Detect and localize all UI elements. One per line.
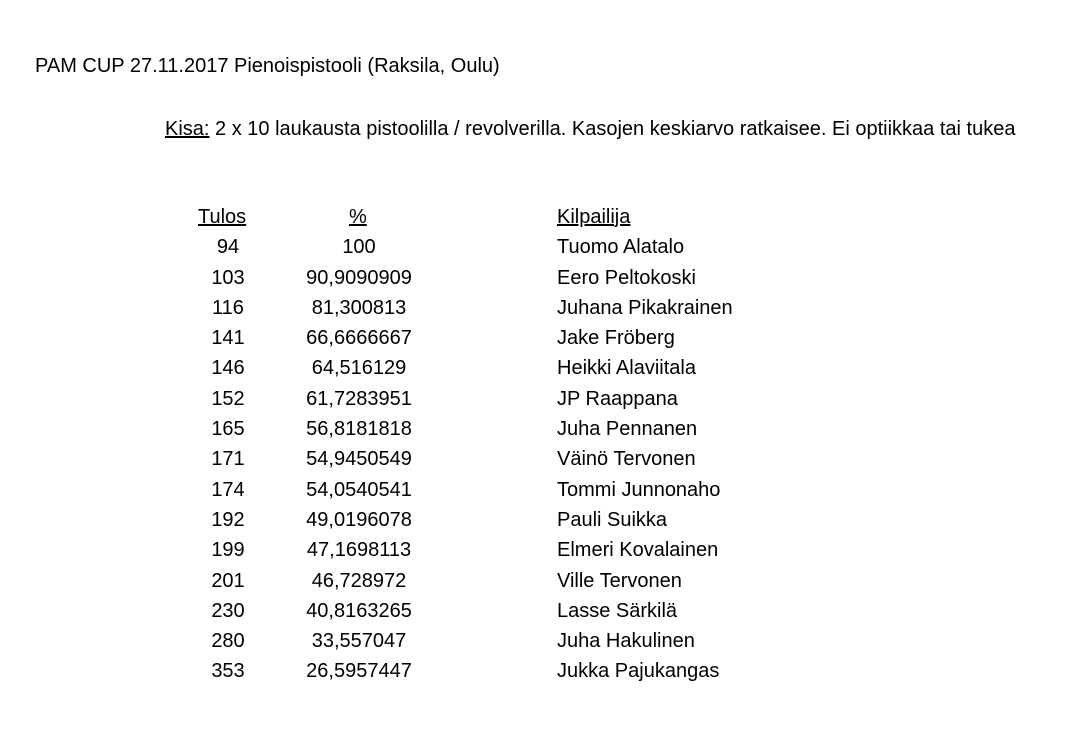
result-competitor: Väinö Tervonen <box>557 448 696 471</box>
document-title: PAM CUP 27.11.2017 Pienoispistooli (Raksila, Oulu) <box>35 55 500 77</box>
result-competitor: Jake Fröberg <box>557 327 675 350</box>
result-score: 192 <box>211 508 245 531</box>
result-percent: 46,728972 <box>311 569 407 592</box>
result-competitor: Juhana Pikakrainen <box>557 296 733 319</box>
result-score: 165 <box>211 418 245 441</box>
result-percent: 56,8181818 <box>306 418 412 441</box>
result-score: 171 <box>211 448 245 471</box>
result-competitor: Lasse Särkilä <box>557 599 678 622</box>
result-percent: 40,8163265 <box>306 599 412 622</box>
result-score: 353 <box>211 660 245 683</box>
result-score: 152 <box>211 387 245 410</box>
result-percent: 66,6666667 <box>306 327 412 350</box>
rules-text: 2 x 10 laukausta pistoolilla / revolverilla. Kasojen keskiarvo ratkaisee. Ei optiikkaa tai tukea <box>209 118 1016 140</box>
result-score: 146 <box>211 357 245 380</box>
result-percent: 54,9450549 <box>306 448 412 471</box>
rules-label: Kisa: <box>165 118 210 140</box>
result-score: 141 <box>211 327 245 350</box>
result-competitor: JP Raappana <box>557 387 678 410</box>
result-competitor: Juha Hakulinen <box>557 630 695 653</box>
result-percent: 100 <box>342 236 376 259</box>
result-competitor: Eero Peltokoski <box>557 266 696 289</box>
header-score: Tulos <box>198 206 247 228</box>
result-score: 201 <box>211 569 245 592</box>
result-score: 94 <box>216 236 240 259</box>
result-competitor: Juha Pennanen <box>557 418 698 441</box>
result-competitor: Jukka Pajukangas <box>557 660 720 683</box>
result-percent: 90,9090909 <box>306 266 412 289</box>
result-score: 116 <box>212 296 244 319</box>
result-percent: 26,5957447 <box>306 660 412 683</box>
result-percent: 49,0196078 <box>306 508 412 531</box>
result-percent: 54,0540541 <box>306 478 412 501</box>
result-percent: 81,300813 <box>311 296 407 319</box>
result-competitor: Tuomo Alatalo <box>557 236 685 259</box>
competition-rules <box>165 115 1045 144</box>
result-score: 199 <box>211 539 245 562</box>
result-percent: 47,1698113 <box>306 539 412 562</box>
result-competitor: Tommi Junnonaho <box>557 478 721 501</box>
header-competitor: Kilpailija <box>557 206 631 228</box>
result-percent: 33,557047 <box>311 630 407 653</box>
result-percent: 61,7283951 <box>306 387 412 410</box>
header-percent: % <box>349 206 367 228</box>
result-score: 174 <box>211 478 245 501</box>
result-score: 103 <box>211 266 245 289</box>
result-percent: 64,516129 <box>311 357 407 380</box>
result-competitor: Heikki Alaviitala <box>557 357 696 380</box>
result-competitor: Ville Tervonen <box>557 569 682 592</box>
result-score: 230 <box>211 599 245 622</box>
result-competitor: Pauli Suikka <box>557 508 668 531</box>
result-competitor: Elmeri Kovalainen <box>557 539 719 562</box>
result-score: 280 <box>211 630 245 653</box>
